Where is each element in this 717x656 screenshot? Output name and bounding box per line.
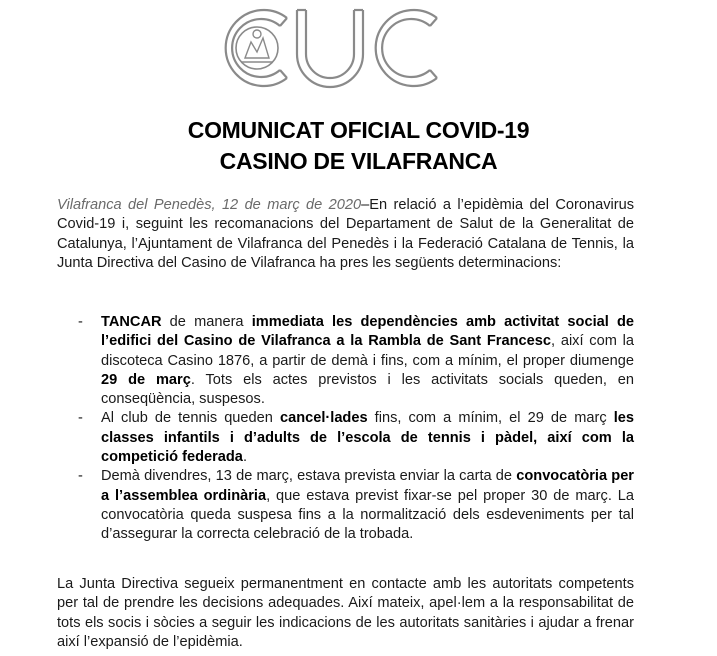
cuc-logo (217, 2, 443, 94)
text: . (242, 449, 247, 466)
bold-text: immediata les dependències amb activitat social de l’edifici del Casino de Vilafranca a la Rambla de Sant Francesc (101, 314, 634, 350)
page-title: COMUNICAT OFICIAL COVID-19 (187, 117, 530, 143)
bold-text: convocatòria per a l’assemblea ordinària (101, 468, 634, 504)
text: Al club de tennis queden (101, 410, 280, 427)
list-item (78, 467, 634, 544)
text: de manera (161, 314, 252, 330)
list-item (78, 313, 634, 409)
bold-text: cancel·lades (279, 410, 368, 427)
intro-paragraph (57, 196, 634, 273)
determinations-list (78, 313, 634, 545)
text: fins, com a mínim, el 29 de març (367, 410, 614, 427)
text: . Tots els actes previstos i les activitats socials queden, en conseqüència, suspesos. (101, 371, 635, 408)
bold-text: les classes infantils i d’adults de l’escola de tennis i pàdel, així com la competició federada (101, 410, 634, 466)
list-item (78, 409, 634, 467)
text: Demà divendres, 13 de març, estava prevista enviar la carta de (101, 468, 517, 485)
page-subtitle: CASINO DE VILAFRANCA (219, 148, 498, 174)
closing-paragraph: La Junta Directiva segueix permanentment en contacte amb les autoritats competents per tal de prendre les decisions adequades. Així mateix, apel·lem a la responsabilitat de tots els socis i sòcies a seguir les indicacions de les autoritats sanitàries i ajudar a frenar així l’expansió de l’epidèmia. (57, 576, 634, 650)
intro-body: En relació a l’epidèmia del Coronavirus Covid-19 i, seguint les recomanacions del Departament de Salut de la Generalitat de Catalunya, l’Ajuntament de Vilafranca del Penedès i la Federació Catalana de Tennis, la Junta Directiva del Casino de Vilafranca ha pres les següents determinacions: (57, 197, 635, 271)
bold-text: 29 de març (101, 371, 191, 388)
intro-separator: – (361, 197, 370, 213)
place-date: Vilafranca del Penedès, 12 de març de 2020 (57, 197, 362, 213)
text: , que estava previst fixar-se pel proper 30 de març. La convocatòria queda suspesa fins a la normalització dels esdeveniments per tal d’assegurar la correcta celebració de la trobada. (101, 487, 634, 543)
bullet-dash: - (78, 468, 83, 485)
bullet-dash: - (78, 314, 83, 330)
bold-text: TANCAR (101, 314, 162, 330)
bullet-dash: - (78, 410, 83, 427)
text: , així com la discoteca Casino 1876, a partir de demà i fins, com a mínim, el proper diumenge (101, 333, 634, 369)
